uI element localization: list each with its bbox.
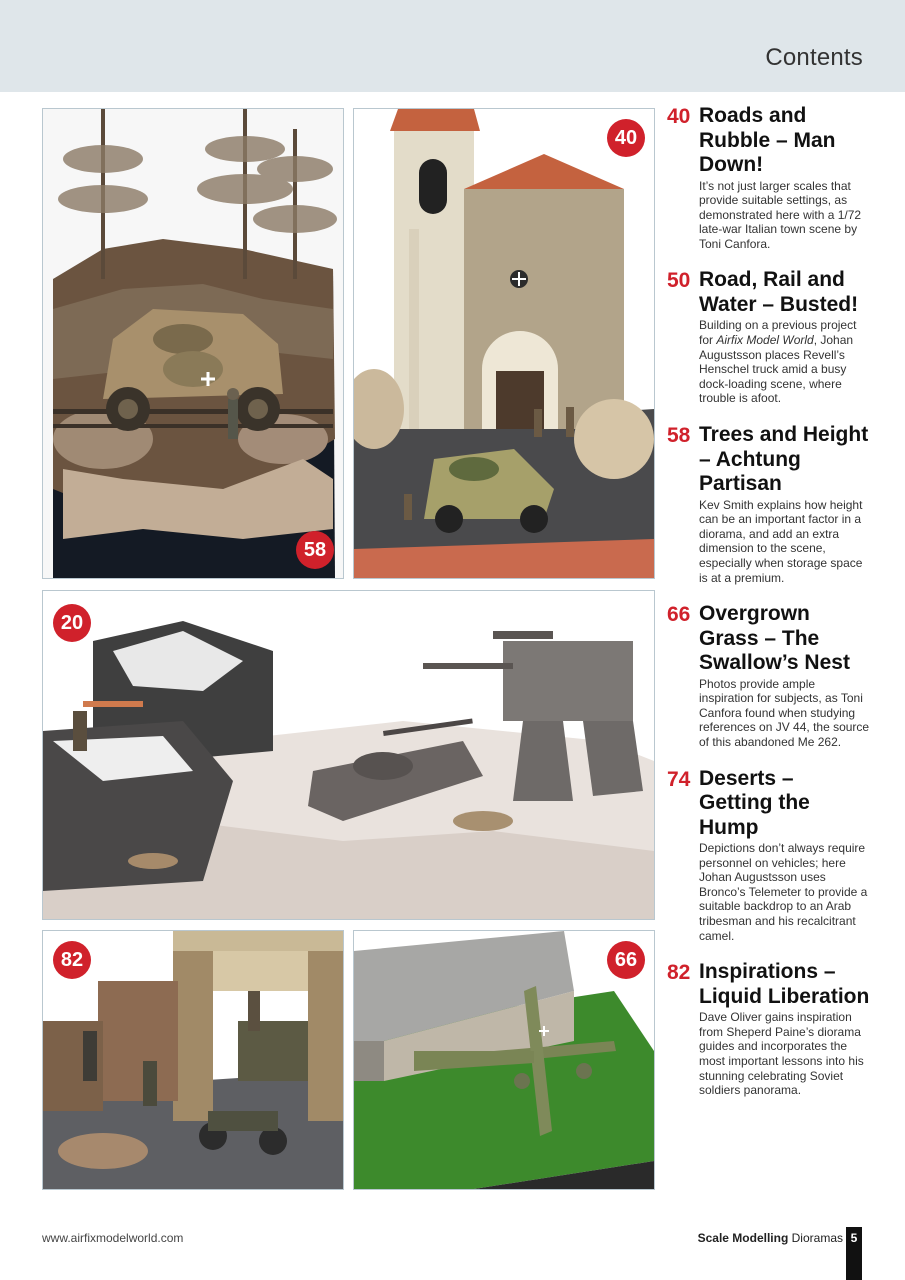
magazine-name-rest: Dioramas xyxy=(791,1231,843,1245)
entry-description: Dave Oliver gains inspiration from Sheperd Paine’s diorama guides and incorporates the most important lessons into his stunning celebrating Soviet soldiers panorama. xyxy=(699,1010,864,1098)
entry-title: Inspirations – Liquid Liberation xyxy=(699,960,870,1008)
entry-page-number: 40 xyxy=(667,105,691,128)
contents-entry[interactable] xyxy=(667,268,872,406)
entry-page-number: 58 xyxy=(667,424,691,448)
photo-liberation-diorama xyxy=(42,930,344,1190)
entry-title: Trees and Height – Achtung Partisan xyxy=(699,423,869,496)
entry-description-part: , Johan Augustsson places Revell’s Henschel truck amid a busy dock-loading scene, where trouble is afoot. xyxy=(699,333,854,406)
contents-entry[interactable] xyxy=(667,960,872,1098)
page-edge-bar xyxy=(846,1249,862,1280)
entry-page-number: 82 xyxy=(667,961,691,985)
photo-trees-diorama xyxy=(42,108,344,579)
page-number: 5 xyxy=(846,1227,862,1249)
winter-diorama-image xyxy=(43,591,654,919)
entry-description: Depictions don’t always require personnel on vehicles; here Johan Augustsson uses Bronco’s Telemeter to provide a suitable backdrop to an Arab tribesman and his recalcitrant camel. xyxy=(699,841,868,943)
entry-description: It’s not just larger scales that provide suitable settings, as demonstrated here with a 1/72 late-war Italian town scene by Toni Canfora. xyxy=(699,178,862,251)
magazine-title: Airfix Model World xyxy=(716,333,814,348)
entry-page-number: 66 xyxy=(667,603,691,627)
contents-entry[interactable] xyxy=(667,104,872,251)
contents-entry[interactable] xyxy=(667,767,872,944)
entry-title: Deserts – Getting the Hump xyxy=(699,766,810,839)
trees-diorama-image xyxy=(43,109,343,578)
entry-page-number: 74 xyxy=(667,767,691,791)
contents-entry[interactable] xyxy=(667,423,872,585)
footer-website-link[interactable]: www.airfixmodelworld.com xyxy=(42,1231,184,1245)
contents-entry[interactable] xyxy=(667,602,872,749)
page-header xyxy=(0,0,905,92)
entry-title: Overgrown Grass – The Swallow’s Nest xyxy=(699,602,850,675)
photo-swallows-nest-diorama xyxy=(353,930,655,1190)
photo-page-badge: 58 xyxy=(296,531,334,569)
photo-page-badge: 66 xyxy=(607,941,645,979)
entry-title: Roads and Rubble – Man Down! xyxy=(699,104,836,176)
entry-description xyxy=(699,318,872,406)
entry-description: Photos provide ample inspiration for subjects, as Toni Canfora found when studying references on JV 44, the source of this abandoned Me 262. xyxy=(699,676,870,749)
photo-page-badge: 82 xyxy=(53,941,91,979)
photo-page-badge: 20 xyxy=(53,604,91,642)
entry-title: Road, Rail and Water – Busted! xyxy=(699,268,859,316)
photo-church-diorama xyxy=(353,108,655,579)
contents-list xyxy=(667,104,872,1115)
entry-description-part: Building on a previous project for xyxy=(699,318,857,348)
magazine-name-bold: Scale Modelling xyxy=(697,1231,789,1245)
photo-winter-diorama xyxy=(42,590,655,920)
section-title: Contents xyxy=(765,44,863,71)
footer-magazine-title xyxy=(698,1231,843,1245)
church-diorama-image xyxy=(354,109,654,578)
entry-description: Kev Smith explains how height can be an important factor in a diorama, and add an extra dimension to the scene, especially when storage space is at a premium. xyxy=(699,497,863,585)
photo-page-badge: 40 xyxy=(607,119,645,157)
entry-page-number: 50 xyxy=(667,269,691,293)
